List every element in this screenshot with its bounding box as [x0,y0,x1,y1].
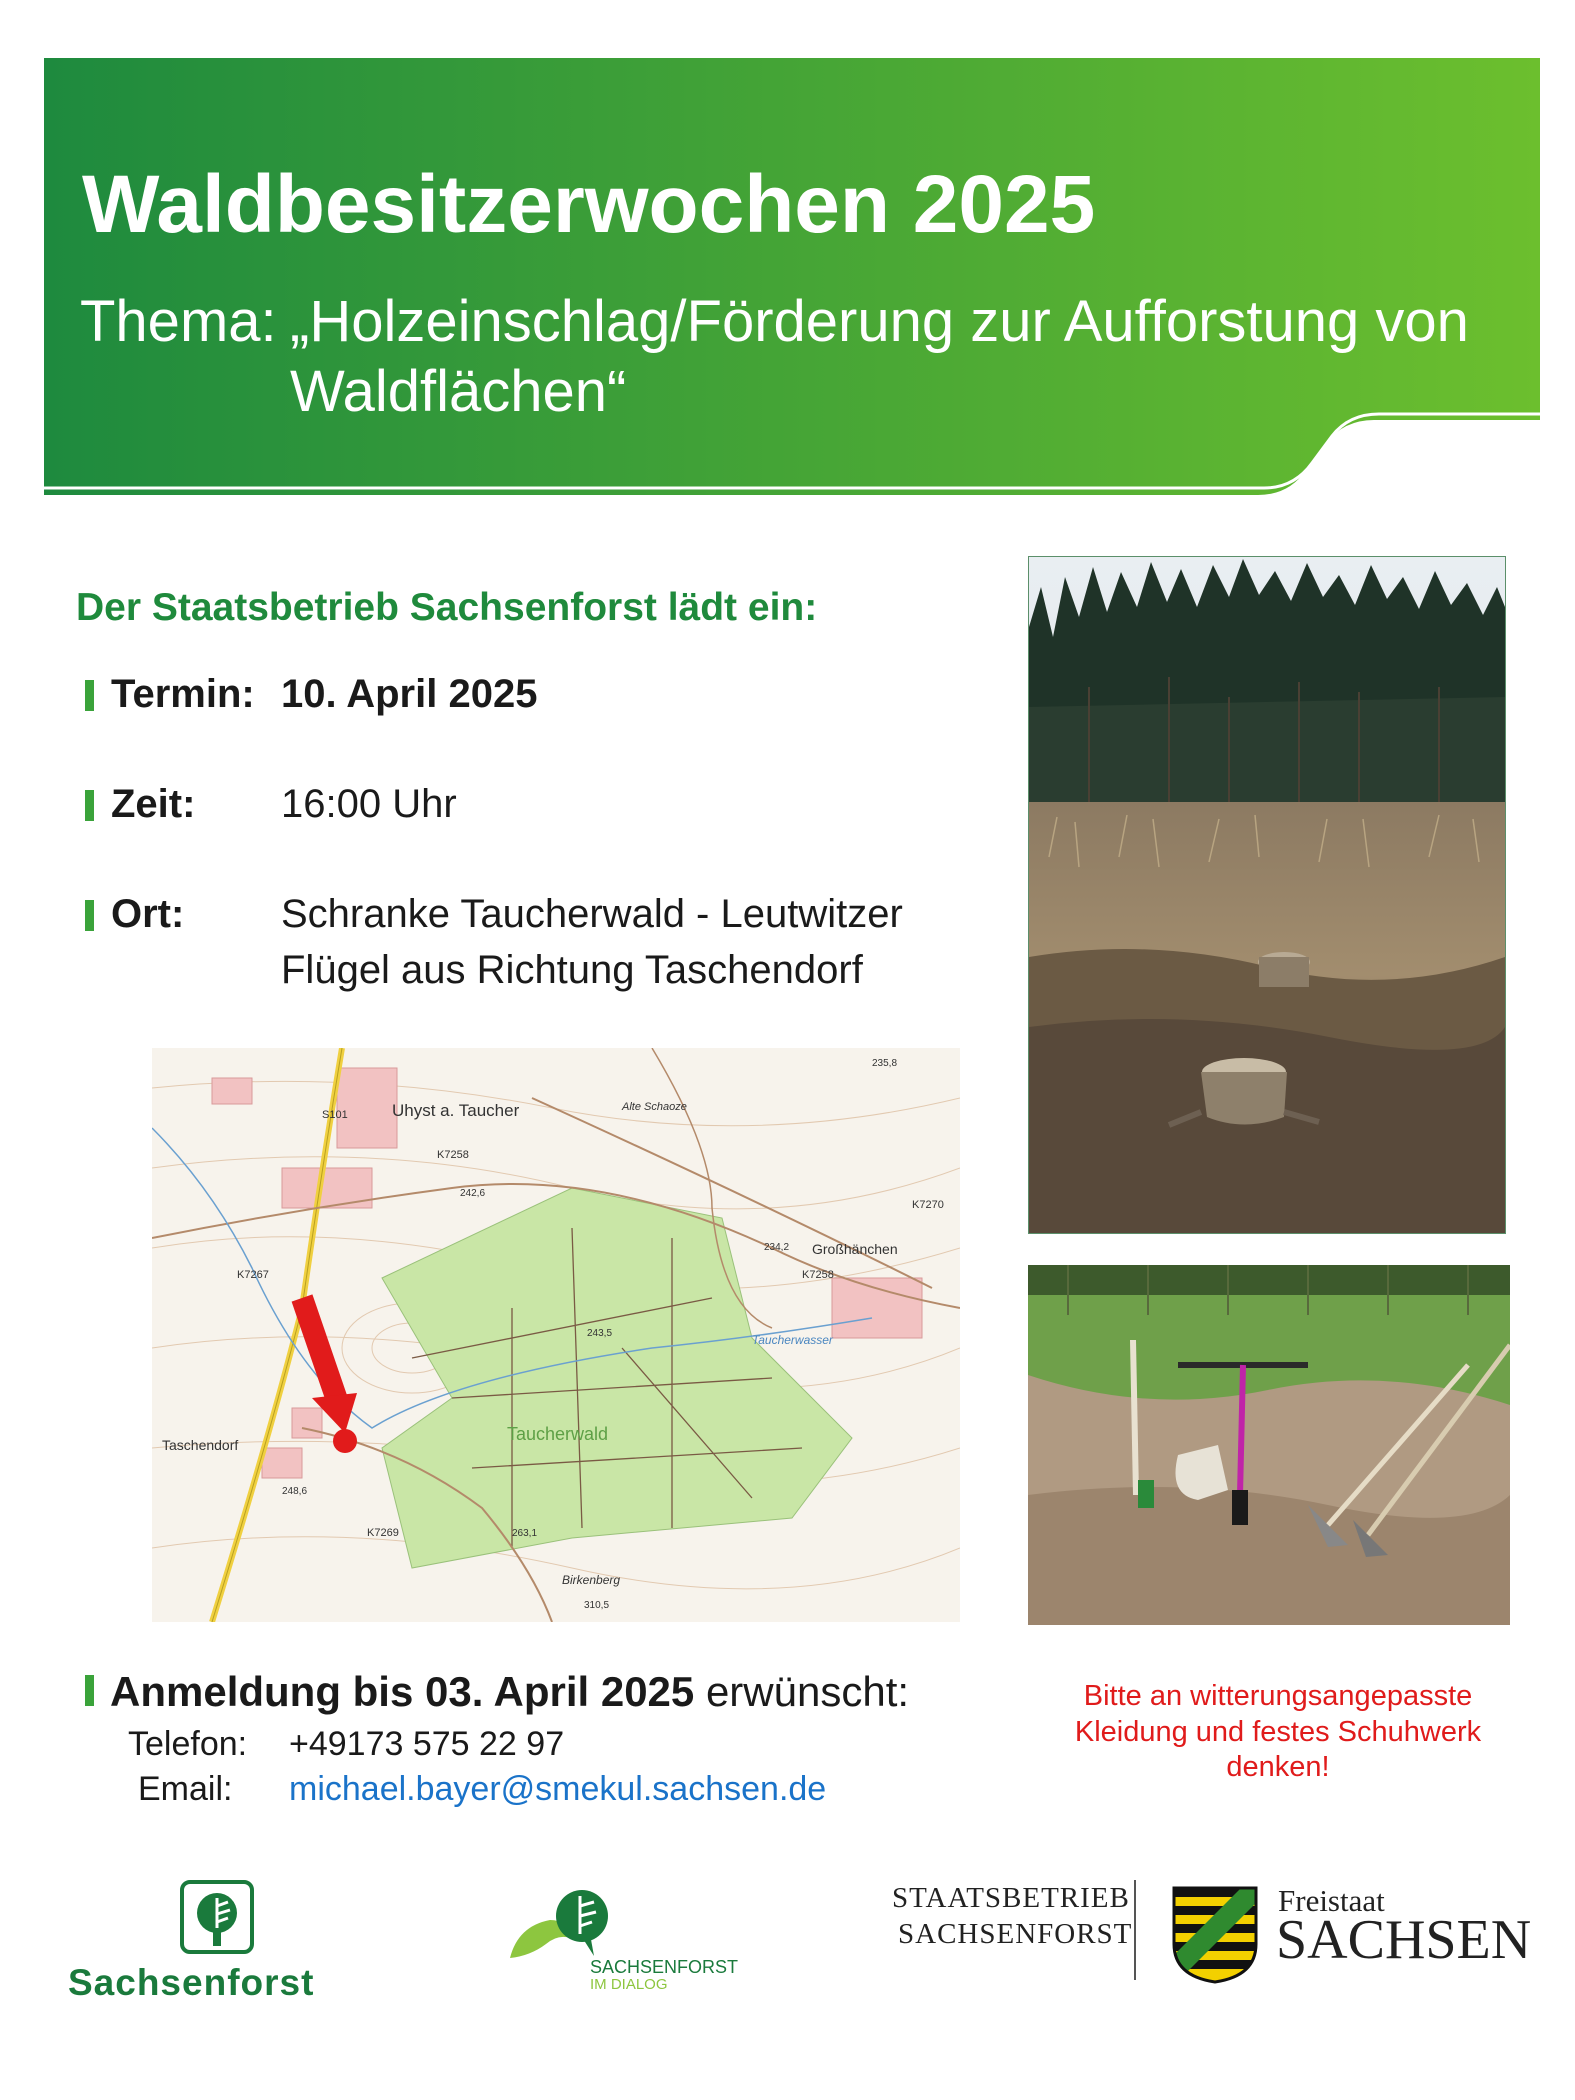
map-label: S101 [322,1109,348,1121]
staatsbetrieb-logo-line-2: SACHSENFORST [898,1918,1133,1950]
weather-note-line-2: Kleidung und festes Schuhwerk [1074,1716,1482,1748]
map-label: K7258 [802,1269,834,1281]
zeit-label: Zeit: [111,782,196,826]
map-label: K7258 [437,1149,469,1161]
registration-suffix: erwünscht: [694,1668,910,1715]
ort-value-line-2: Flügel aus Richtung Taschendorf [281,948,863,992]
dialog-logo-text: SACHSENFORST [590,1957,739,1977]
ort-label: Ort: [111,892,185,936]
map-label: 243,5 [587,1328,613,1339]
phone-number[interactable]: +49173 575 22 97 [289,1725,565,1763]
planting-tools-photo [1028,1265,1510,1625]
map-label: Taucherwasser [752,1333,833,1347]
email-label: Email: [138,1770,233,1808]
registration-deadline: Anmeldung bis 03. April 2025 [110,1668,695,1715]
map-label: 310,5 [584,1600,610,1611]
dialog-logo-subtext: IM DIALOG [590,1976,668,1993]
map-label: 248,6 [282,1486,308,1497]
ort-value-line-1: Schranke Taucherwald - Leutwitzer [281,892,903,936]
weather-note-line-3: denken! [1226,1751,1330,1783]
saxony-coat-of-arms-icon [1170,1884,1260,1984]
header-banner [44,58,1540,506]
map-label: 242,6 [460,1188,486,1199]
map-label: K7267 [237,1269,269,1281]
phone-label: Telefon: [128,1725,248,1763]
staatsbetrieb-logo-line-1: STAATSBETRIEB [892,1882,1130,1914]
termin-value: 10. April 2025 [281,672,538,716]
thema-label: Thema: [80,289,277,354]
email-link[interactable]: michael.bayer@smekul.sachsen.de [289,1770,827,1808]
map-label: Taucherwald [507,1424,609,1444]
logo-divider [1134,1880,1136,1980]
map-label: Birkenberg [562,1573,621,1587]
bullet-icon [85,790,94,821]
map-label: 235,8 [872,1058,898,1069]
location-map [152,1048,960,1622]
bullet-icon [85,900,94,931]
forest-clearing-photo [1028,556,1506,1234]
map-label: Alte Schaoze [622,1101,687,1113]
map-label: 263,1 [512,1528,538,1539]
map-label: 234,2 [764,1242,790,1253]
thema-line-1: „Holzeinschlag/Förderung zur Aufforstung von [290,289,1469,354]
map-label: Großhänchen [812,1241,898,1257]
bullet-icon [85,1675,94,1706]
weather-note-line-1: Bitte an witterungsangepasste [1083,1680,1473,1712]
bullet-icon [85,680,94,711]
sachsenforst-dialog-logo-icon [510,1886,626,1962]
map-label: K7269 [367,1527,399,1539]
sachsen-logo-text: SACHSEN [1276,1909,1532,1971]
registration-line [110,1668,909,1716]
map-label: Taschendorf [162,1437,239,1453]
freistaat-logo-text: Freistaat [1278,1883,1385,1918]
page-title: Waldbesitzerwochen 2025 [82,159,1096,250]
termin-label: Termin: [111,672,255,716]
zeit-value: 16:00 Uhr [281,782,457,826]
sachsenforst-logo-icon [180,1880,254,1954]
map-label: K7270 [912,1199,944,1211]
map-label: Uhyst a. Taucher [392,1101,520,1120]
thema-line-2: Waldflächen“ [290,359,627,424]
invitation-heading: Der Staatsbetrieb Sachsenforst lädt ein: [76,586,818,629]
sachsenforst-logo-text: Sachsenforst [68,1962,315,2003]
